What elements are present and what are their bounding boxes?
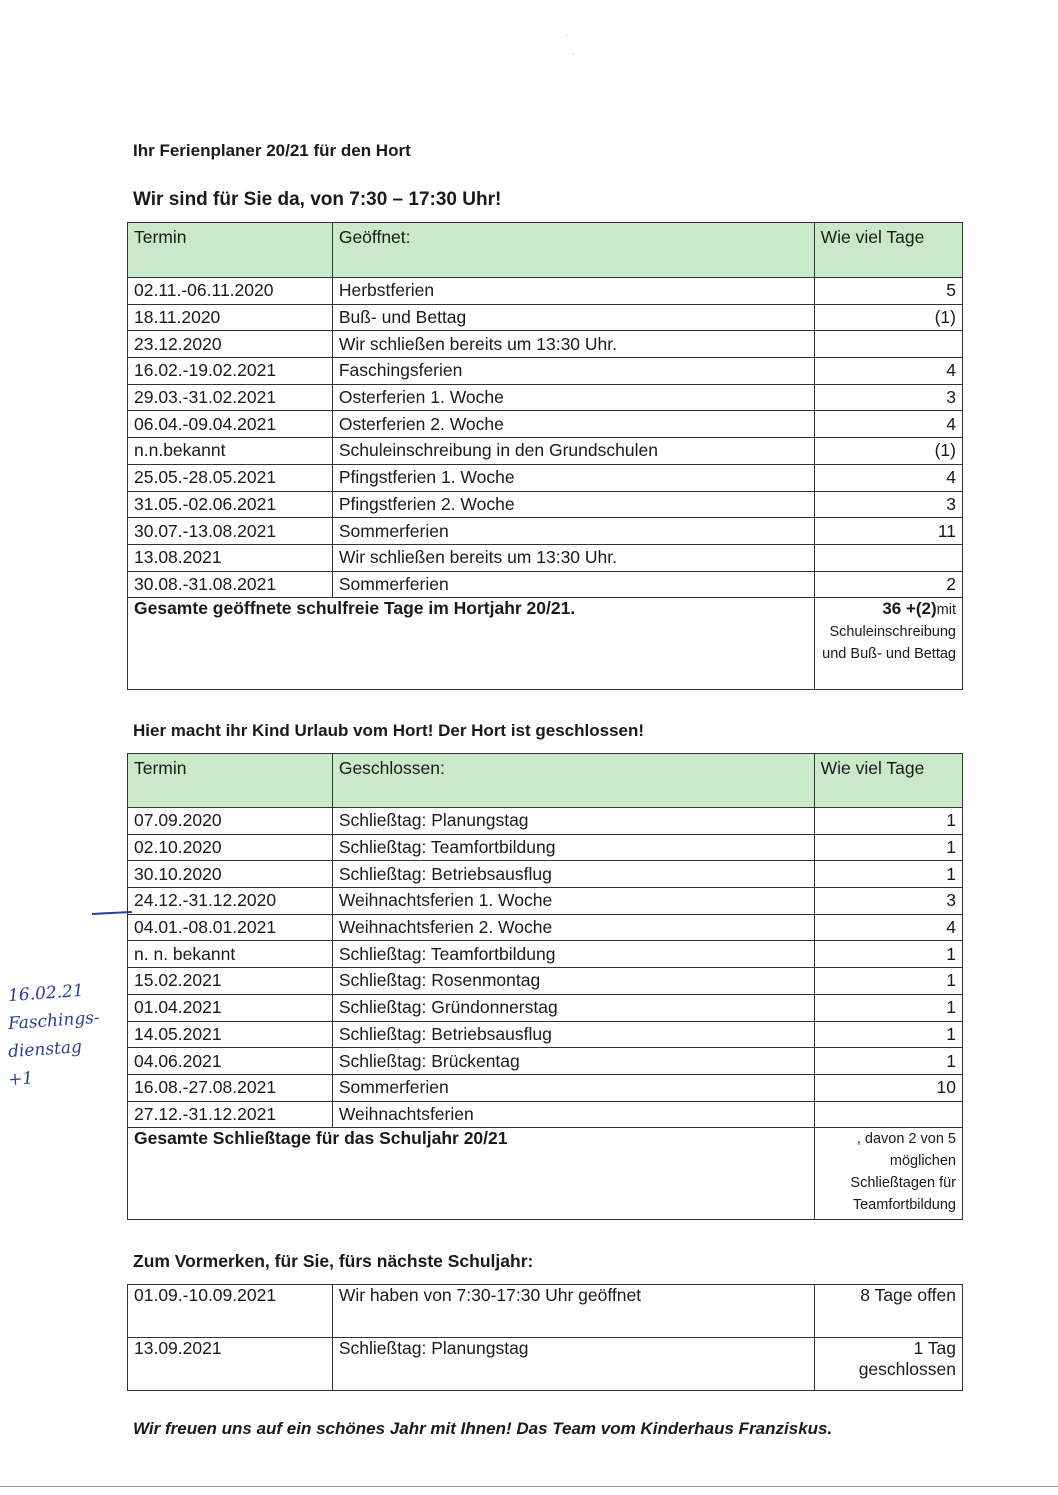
- row-days: 1: [814, 968, 962, 995]
- row-days: (1): [814, 304, 962, 331]
- handwritten-line: +1: [7, 1068, 34, 1091]
- row-date: 01.04.2021: [128, 994, 333, 1021]
- row-date: 31.05.-02.06.2021: [128, 491, 333, 518]
- next-year-table: [127, 1284, 963, 1391]
- row-description: Weihnachtsferien 1. Woche: [332, 888, 814, 915]
- row-date: 27.12.-31.12.2021: [128, 1101, 333, 1128]
- row-description: Pfingstferien 2. Woche: [332, 491, 814, 518]
- row-description: Buß- und Bettag: [332, 304, 814, 331]
- table-header-row: [128, 754, 963, 808]
- row-description: Sommerferien: [332, 571, 814, 598]
- row-date: 01.09.-10.09.2021: [128, 1285, 333, 1338]
- table-row: [128, 358, 963, 385]
- table-row: [128, 544, 963, 571]
- closed-heading: Hier macht ihr Kind Urlaub vom Hort! Der Hort ist geschlossen!: [133, 721, 645, 740]
- row-date: 16.02.-19.02.2021: [128, 358, 333, 385]
- row-days: 4: [814, 914, 962, 941]
- row-description: Schließtag: Planungstag: [332, 808, 814, 835]
- row-days: [814, 544, 962, 571]
- page-bottom-rule: [0, 1486, 1058, 1487]
- row-description: Schließtag: Betriebsausflug: [332, 1021, 814, 1048]
- row-description: Sommerferien: [332, 1074, 814, 1101]
- row-days: 3: [814, 888, 962, 915]
- row-days: 4: [814, 358, 962, 385]
- row-description: Weihnachtsferien 2. Woche: [332, 914, 814, 941]
- row-days: [814, 1101, 962, 1128]
- row-date: 15.02.2021: [128, 968, 333, 995]
- table-row: [128, 808, 963, 835]
- row-date: 02.10.2020: [128, 834, 333, 861]
- table-row: [128, 464, 963, 491]
- row-description: Schließtag: Teamfortbildung: [332, 834, 814, 861]
- handwritten-line: 16.02.21: [7, 980, 85, 1007]
- row-date: 04.01.-08.01.2021: [128, 914, 333, 941]
- row-days: 4: [814, 464, 962, 491]
- row-date: 30.08.-31.08.2021: [128, 571, 333, 598]
- row-days: 1: [814, 808, 962, 835]
- scan-speck: ·: [565, 30, 568, 40]
- table-row: [128, 518, 963, 545]
- row-description: Schuleinschreibung in den Grundschulen: [332, 438, 814, 465]
- row-date: 13.09.2021: [128, 1338, 333, 1391]
- table-row: [128, 491, 963, 518]
- table-row: [128, 888, 963, 915]
- row-days: 3: [814, 384, 962, 411]
- page-title: Ihr Ferienplaner 20/21 für den Hort: [133, 141, 411, 160]
- row-description: Faschingsferien: [332, 358, 814, 385]
- row-date: 30.10.2020: [128, 861, 333, 888]
- table-row: [128, 571, 963, 598]
- table-header-row: [128, 223, 963, 278]
- table-row: [128, 438, 963, 465]
- handwritten-note: [8, 978, 128, 1090]
- row-date: 13.08.2021: [128, 544, 333, 571]
- row-days: 2: [814, 571, 962, 598]
- total-label: Gesamte Schließtage für das Schuljahr 20/21: [128, 1128, 815, 1220]
- header-days: Wie viel Tage: [814, 754, 962, 808]
- header-days: Wie viel Tage: [814, 223, 962, 278]
- row-date: 06.04.-09.04.2021: [128, 411, 333, 438]
- row-description: Weihnachtsferien: [332, 1101, 814, 1128]
- table-row: [128, 411, 963, 438]
- row-date: n.n.bekannt: [128, 438, 333, 465]
- header-termin: Termin: [128, 223, 333, 278]
- row-days: 11: [814, 518, 962, 545]
- row-days: 1: [814, 994, 962, 1021]
- row-days: 1: [814, 861, 962, 888]
- table-row: [128, 1074, 963, 1101]
- total-note: mit Schuleinschreibung und Buß- und Bettag: [822, 602, 956, 663]
- row-description: Wir schließen bereits um 13:30 Uhr.: [332, 544, 814, 571]
- row-days: 1: [814, 1021, 962, 1048]
- header-closed: Geschlossen:: [332, 754, 814, 808]
- footer-text: Wir freuen uns auf ein schönes Jahr mit Ihnen! Das Team vom Kinderhaus Franziskus.: [133, 1419, 833, 1438]
- row-description: Sommerferien: [332, 518, 814, 545]
- table-row: [128, 1021, 963, 1048]
- row-date: 25.05.-28.05.2021: [128, 464, 333, 491]
- table-row: [128, 941, 963, 968]
- row-days: [814, 331, 962, 358]
- row-description: Schließtag: Planungstag: [332, 1338, 814, 1391]
- row-description: Pfingstferien 1. Woche: [332, 464, 814, 491]
- table-row: [128, 384, 963, 411]
- table-row: [128, 331, 963, 358]
- row-date: n. n. bekannt: [128, 941, 333, 968]
- table-row: [128, 278, 963, 305]
- row-date: 18.11.2020: [128, 304, 333, 331]
- row-date: 23.12.2020: [128, 331, 333, 358]
- row-description: Osterferien 2. Woche: [332, 411, 814, 438]
- next-year-heading: Zum Vormerken, für Sie, fürs nächste Schuljahr:: [133, 1251, 534, 1271]
- row-description: Herbstferien: [332, 278, 814, 305]
- table-row: [128, 304, 963, 331]
- row-days: 5: [814, 278, 962, 305]
- handwritten-line: dienstag: [7, 1037, 83, 1063]
- total-row: [128, 598, 963, 690]
- row-date: 07.09.2020: [128, 808, 333, 835]
- handwritten-line: Faschings-: [7, 1007, 101, 1035]
- table-row: [128, 1338, 963, 1391]
- row-days: 4: [814, 411, 962, 438]
- row-date: 30.07.-13.08.2021: [128, 518, 333, 545]
- row-description: Schließtag: Brückentag: [332, 1048, 814, 1075]
- row-days: 1: [814, 1048, 962, 1075]
- table-row: [128, 968, 963, 995]
- row-description: Schließtag: Rosenmontag: [332, 968, 814, 995]
- row-date: 24.12.-31.12.2020: [128, 888, 333, 915]
- scan-speck: ·: [572, 48, 575, 58]
- row-days: 1: [814, 941, 962, 968]
- row-days: 1 Tag geschlossen: [814, 1338, 962, 1391]
- row-date: 04.06.2021: [128, 1048, 333, 1075]
- total-value: [814, 598, 962, 690]
- table-row: [128, 994, 963, 1021]
- header-termin: Termin: [128, 754, 333, 808]
- row-description: Schließtag: Gründonnerstag: [332, 994, 814, 1021]
- table-row: [128, 861, 963, 888]
- table-row: [128, 834, 963, 861]
- row-description: Osterferien 1. Woche: [332, 384, 814, 411]
- table-row: [128, 1285, 963, 1338]
- header-open: Geöffnet:: [332, 223, 814, 278]
- total-row: [128, 1128, 963, 1220]
- total-number: 36 +(2): [882, 599, 937, 619]
- row-date: 29.03.-31.02.2021: [128, 384, 333, 411]
- row-date: 02.11.-06.11.2020: [128, 278, 333, 305]
- row-days: (1): [814, 438, 962, 465]
- opening-hours: Wir sind für Sie da, von 7:30 – 17:30 Uhr!: [133, 189, 502, 210]
- row-description: Schließtag: Betriebsausflug: [332, 861, 814, 888]
- row-date: 16.08.-27.08.2021: [128, 1074, 333, 1101]
- row-days: 10: [814, 1074, 962, 1101]
- total-note: , davon 2 von 5 möglichen Schließtagen für Teamfortbildung: [814, 1128, 962, 1220]
- table-row: [128, 914, 963, 941]
- row-days: 3: [814, 491, 962, 518]
- row-days: 1: [814, 834, 962, 861]
- open-days-table: [127, 222, 963, 690]
- row-description: Wir schließen bereits um 13:30 Uhr.: [332, 331, 814, 358]
- row-description: Schließtag: Teamfortbildung: [332, 941, 814, 968]
- total-label: Gesamte geöffnete schulfreie Tage im Hortjahr 20/21.: [128, 598, 815, 690]
- table-row: [128, 1101, 963, 1128]
- table-row: [128, 1048, 963, 1075]
- row-description: Wir haben von 7:30-17:30 Uhr geöffnet: [332, 1285, 814, 1338]
- row-date: 14.05.2021: [128, 1021, 333, 1048]
- row-days: 8 Tage offen: [814, 1285, 962, 1338]
- closed-days-table: [127, 753, 963, 1220]
